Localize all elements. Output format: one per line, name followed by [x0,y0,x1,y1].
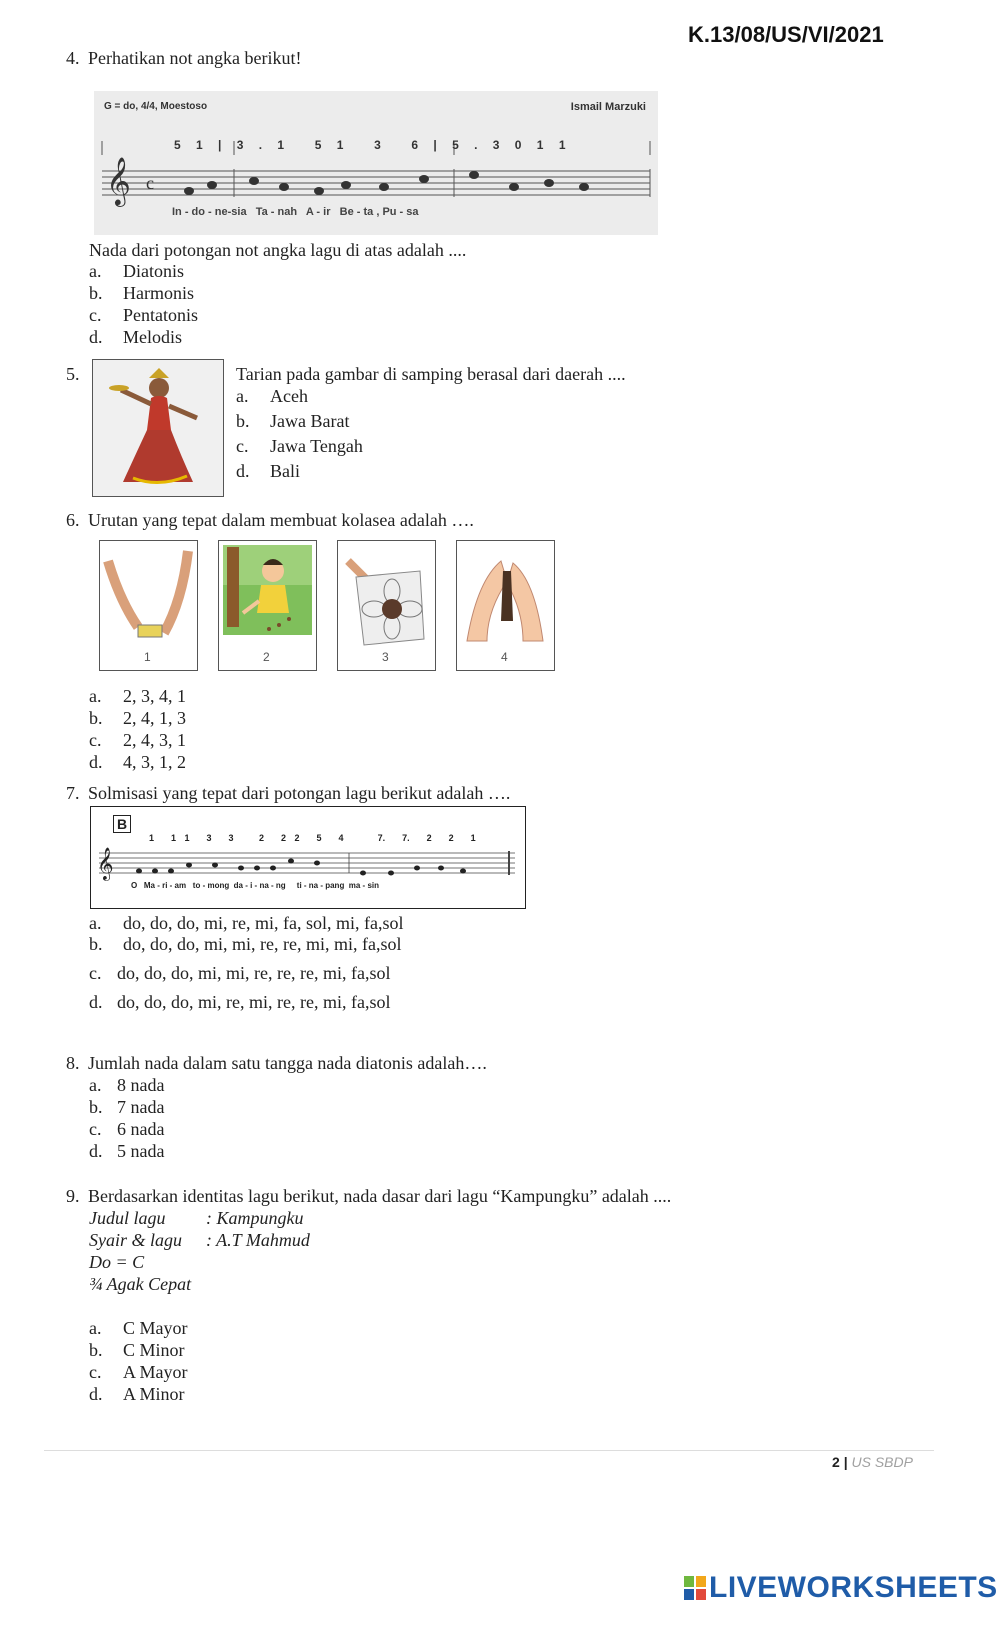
section-label: B [113,815,131,833]
question-number: 7. [66,783,80,803]
kolase-step-panel-2 [218,540,317,671]
number-notation: 5 1 | 3 . 1 5 1 3 6 | 5 . 3 0 1 1 [174,138,566,152]
logo-text: LIVEWORKSHEETS [709,1571,998,1604]
question-text: Urutan yang tepat dalam membuat kolasea adalah …. [88,510,474,530]
option-d[interactable]: d. A Minor [89,1384,185,1404]
panel-number: 1 [144,650,151,664]
option-a[interactable]: a. 2, 3, 4, 1 [89,686,186,706]
subject-label: US SBDP [851,1454,913,1470]
option-a[interactable]: a. Diatonis [89,261,184,281]
panel-number: 4 [501,650,508,664]
page-footer [832,1454,913,1470]
option-b[interactable]: b. Jawa Barat [236,411,350,431]
composer: Ismail Marzuki [570,101,646,113]
song-identity [89,1207,310,1295]
liveworksheets-logo[interactable] [684,1572,998,1604]
panel-number: 2 [263,650,270,664]
option-c[interactable]: c. Jawa Tengah [236,436,363,456]
notation-figure-q4 [94,91,658,235]
option-d[interactable]: d. Melodis [89,327,183,347]
number-notation: 1 1 1 3 3 2 2 2 5 4 7. 7. 2 2 1 [149,833,476,843]
question-4-prompt: Nada dari potongan not angka lagu di atas adalah .... [89,240,467,260]
option-b[interactable]: b. 7 nada [89,1097,165,1117]
identity-value: : Kampungku [206,1208,304,1228]
option-a[interactable]: a. do, do, do, mi, re, mi, fa, sol, mi, fa,sol [89,913,404,933]
dancer-image [92,359,224,497]
option-d[interactable]: d. 5 nada [89,1141,165,1161]
document-code: K.13/08/US/VI/2021 [688,22,884,47]
q7-options [89,913,403,955]
notation-figure-q7 [90,806,526,909]
svg-text:𝄞: 𝄞 [97,847,114,880]
option-d[interactable]: d. do, do, do, mi, re, mi, re, re, mi, fa,sol [89,992,391,1012]
question-4 [66,47,301,69]
kolase-step-panel-1 [99,540,198,671]
svg-text:c: c [146,173,154,193]
option-c[interactable]: c. A Mayor [89,1362,188,1382]
option-a[interactable]: a. C Mayor [89,1318,188,1338]
question-5-text: Tarian pada gambar di samping berasal dari daerah .... [236,364,626,384]
kolase-step-panel-4 [456,540,555,671]
q8-options [89,1074,164,1162]
question-text: Perhatikan not angka berikut! [88,48,302,68]
option-c[interactable]: c. Pentatonis [89,305,198,325]
option-c[interactable]: c. 2, 4, 3, 1 [89,730,186,750]
identity-label: Syair & lagu [89,1230,182,1250]
question-text: Jumlah nada dalam satu tangga nada diatonis adalah…. [88,1053,487,1073]
song-lyrics: In - do - ne-sia Ta - nah A - ir Be - ta , Pu - sa [172,206,419,218]
option-a[interactable]: a. 8 nada [89,1075,165,1095]
footer-separator: | [843,1454,848,1470]
kolase-step-panel-3 [337,540,436,671]
question-9 [66,1185,671,1207]
question-number: 5. [66,364,80,384]
q4-options [89,260,198,348]
option-b[interactable]: b. C Minor [89,1340,185,1360]
option-b[interactable]: b. Harmonis [89,283,194,303]
page-number: 2 [832,1454,840,1470]
question-text: Solmisasi yang tepat dari potongan lagu berikut adalah …. [88,783,511,803]
q5-options [236,384,363,484]
question-8 [66,1052,487,1074]
question-7 [66,782,510,804]
song-lyrics: O Ma - ri - am to - mong da - i - na - ng ti - na - pang ma - sin [131,881,380,890]
logo-grid-icon [684,1576,706,1600]
option-c[interactable]: c. 6 nada [89,1119,165,1139]
option-d[interactable]: d. 4, 3, 1, 2 [89,752,186,772]
option-b[interactable]: b. 2, 4, 1, 3 [89,708,186,728]
option-b[interactable]: b. do, do, do, mi, mi, re, re, mi, mi, fa,sol [89,934,402,954]
question-number: 6. [66,510,80,530]
identity-label: Do = C [89,1252,145,1272]
question-number: 4. [66,48,80,68]
option-a[interactable]: a. Aceh [236,386,308,406]
svg-text:𝄞: 𝄞 [106,156,131,205]
identity-label: ¾ Agak Cepat [89,1274,192,1294]
option-c[interactable]: c. do, do, do, mi, mi, re, re, re, mi, fa,sol [89,963,391,983]
identity-value: : A.T Mahmud [206,1230,310,1250]
question-6 [66,509,474,531]
identity-label: Judul lagu [89,1208,166,1228]
key-signature: G = do, 4/4, Moestoso [104,101,208,112]
footer-divider [44,1450,934,1451]
question-number: 9. [66,1186,80,1206]
option-d[interactable]: d. Bali [236,461,300,481]
question-text: Berdasarkan identitas lagu berikut, nada dasar dari lagu “Kampungku” adalah .... [88,1186,672,1206]
question-number: 8. [66,1053,80,1073]
q6-options [89,685,186,773]
q9-options [89,1317,188,1405]
panel-number: 3 [382,650,389,664]
